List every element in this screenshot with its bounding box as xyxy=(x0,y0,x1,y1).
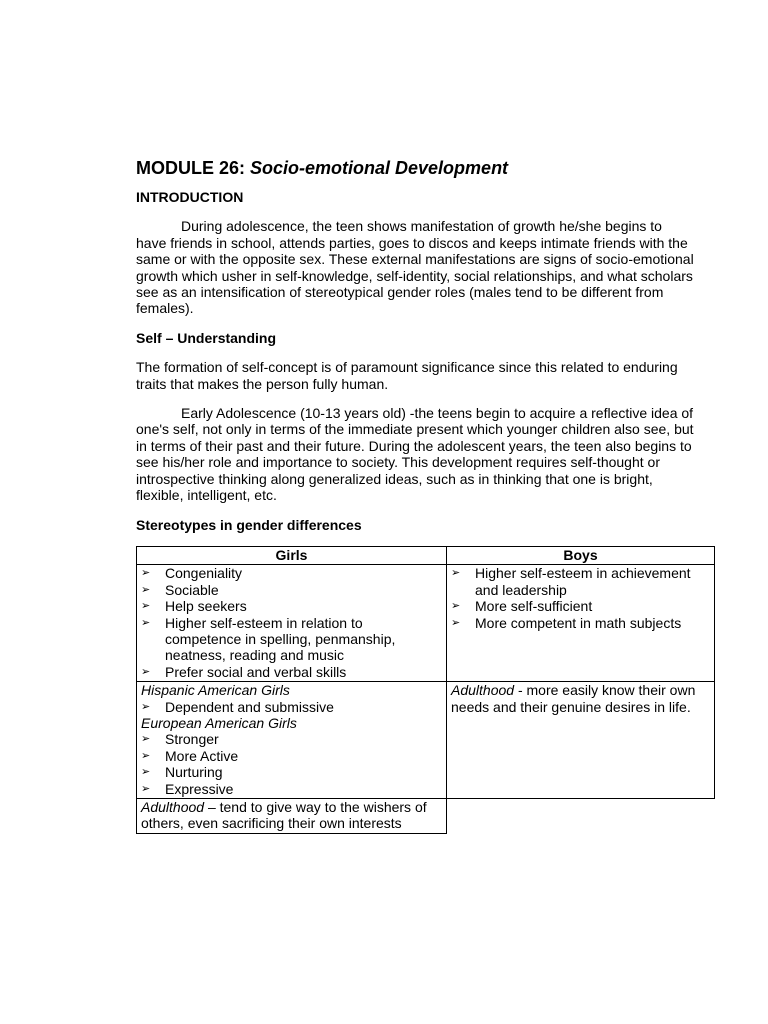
list-item-text: Higher self-esteem in achievement and leadership xyxy=(475,565,691,598)
list-item-text: Expressive xyxy=(165,780,234,797)
document-page xyxy=(136,157,696,834)
european-heading: European American Girls xyxy=(141,714,297,731)
list-item-text: Sociable xyxy=(165,581,219,598)
list-item-text: More self-sufficient xyxy=(475,598,593,615)
arrow-bullet-icon: ➢ xyxy=(141,782,151,795)
list-item xyxy=(141,699,442,715)
list-item xyxy=(141,748,442,764)
arrow-bullet-icon: ➢ xyxy=(141,583,151,596)
empty-cell xyxy=(447,799,715,834)
girls-adulthood-cell xyxy=(137,799,447,834)
boys-adulthood-text: - more easily know their own needs and their genuine desires in life. xyxy=(451,682,696,715)
list-item-text: Help seekers xyxy=(165,598,247,615)
early-adolescence-paragraph: Early Adolescence (10-13 years old) -the teens begin to acquire a reflective idea of one's self, not only in terms of the immediate present which younger children also see, but in terms of their past and their future. During the adolescent years, the teen also begins to see his/her role and importance to society. This development requires self-thought or introspective thinking along generalized ideas, such as in thinking that one is bright, flexible, intelligent, etc. xyxy=(136,405,694,504)
arrow-bullet-icon: ➢ xyxy=(141,733,151,746)
arrow-bullet-icon: ➢ xyxy=(141,665,151,678)
hispanic-heading: Hispanic American Girls xyxy=(141,682,290,699)
arrow-bullet-icon: ➢ xyxy=(141,700,151,713)
list-item xyxy=(141,598,442,614)
table-row xyxy=(137,682,715,799)
list-item-text: Nurturing xyxy=(165,764,223,781)
girls-adulthood-label: Adulthood xyxy=(141,799,205,815)
list-item xyxy=(141,764,442,780)
list-item-text: Dependent and submissive xyxy=(165,698,334,715)
arrow-bullet-icon: ➢ xyxy=(141,749,151,762)
list-item xyxy=(451,615,710,631)
list-item xyxy=(141,615,442,664)
stereotypes-heading: Stereotypes in gender differences xyxy=(136,516,362,533)
arrow-bullet-icon: ➢ xyxy=(141,616,151,629)
girls-ethnic-cell xyxy=(137,682,447,799)
list-item-text: Congeniality xyxy=(165,565,243,582)
boys-adulthood-cell xyxy=(447,682,715,799)
list-item-text: Higher self-esteem in relation to competence in spelling, penmanship, neatness, reading and music xyxy=(165,614,396,664)
girls-adulthood-text: – tend to give way to the wishers of others, even sacrificing their own interests xyxy=(141,799,427,832)
arrow-bullet-icon: ➢ xyxy=(451,600,461,613)
list-item xyxy=(141,582,442,598)
gender-stereotypes-table xyxy=(136,546,715,834)
list-item xyxy=(451,565,710,598)
hispanic-traits-list xyxy=(141,699,442,715)
girls-column-header: Girls xyxy=(137,546,447,564)
boys-column-header: Boys xyxy=(447,546,715,564)
european-traits-list xyxy=(141,731,442,797)
module-subtitle: Socio-emotional Development xyxy=(250,158,509,178)
table-header-row xyxy=(137,546,715,564)
boys-adulthood-label: Adulthood xyxy=(451,682,515,699)
self-understanding-heading: Self – Understanding xyxy=(136,329,277,346)
girls-traits-list xyxy=(141,565,442,680)
list-item-text: More competent in math subjects xyxy=(475,614,682,631)
list-item xyxy=(451,598,710,614)
boys-traits-cell xyxy=(447,565,715,682)
list-item xyxy=(141,731,442,747)
list-item xyxy=(141,664,442,680)
boys-traits-list xyxy=(451,565,710,631)
table-row xyxy=(137,565,715,682)
arrow-bullet-icon: ➢ xyxy=(141,567,151,580)
introduction-heading: INTRODUCTION xyxy=(136,189,244,205)
module-prefix: MODULE 26: xyxy=(136,158,251,178)
girls-traits-cell xyxy=(137,565,447,682)
introduction-paragraph: During adolescence, the teen shows manifestation of growth he/she begins to have friends in school, attends parties, goes to discos and keeps intimate friends with the same or with the opposite sex. These external manifestations are signs of socio-emotional growth which usher in self-knowledge, self-identity, social relationships, and what scholars see as an intensification of stereotypical gender roles (males tend to be different from females). xyxy=(136,218,694,317)
arrow-bullet-icon: ➢ xyxy=(451,616,461,629)
list-item xyxy=(141,781,442,797)
arrow-bullet-icon: ➢ xyxy=(451,567,461,580)
arrow-bullet-icon: ➢ xyxy=(141,600,151,613)
list-item-text: More Active xyxy=(165,747,239,764)
table-row xyxy=(137,799,715,834)
list-item-text: Stronger xyxy=(165,731,219,748)
list-item xyxy=(141,565,442,581)
self-concept-paragraph: The formation of self-concept is of paramount significance since this related to enduring traits that makes the person fully human. xyxy=(136,359,678,392)
module-title xyxy=(136,157,696,179)
arrow-bullet-icon: ➢ xyxy=(141,766,151,779)
list-item-text: Prefer social and verbal skills xyxy=(165,663,347,680)
